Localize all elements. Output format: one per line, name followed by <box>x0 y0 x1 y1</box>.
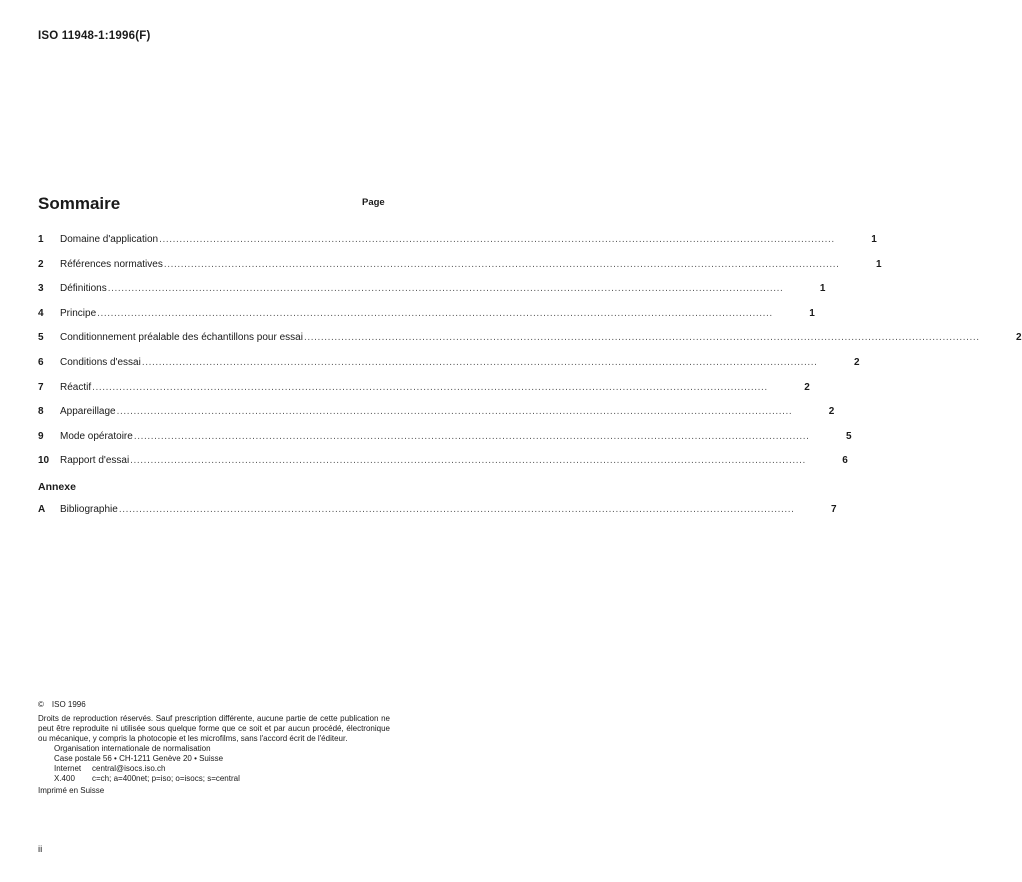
annex-heading: Annexe <box>38 481 76 493</box>
printed-in: Imprimé en Suisse <box>38 786 105 795</box>
toc-entry-number: 2 <box>38 258 44 270</box>
toc-entry-page: 1 <box>875 258 882 270</box>
toc-entry-title: Conditionnement préalable des échantillons pour essai <box>60 332 303 344</box>
copyright-line: ISO 1996 <box>51 700 86 709</box>
toc-entry-title: Rapport d'essai <box>60 455 130 467</box>
toc-leader-dots: ........................................................................................................................................................................................................ <box>141 357 818 368</box>
toc-entry-page: 1 <box>809 307 815 319</box>
toc-entry-number: 4 <box>38 307 44 319</box>
toc-leader-dots: ........................................................................................................................................................................................................ <box>92 381 768 393</box>
postal-address: Case postale 56 • CH-1211 Genève 20 • Suisse <box>54 754 224 763</box>
toc-entry-page: 2 <box>804 381 810 393</box>
publisher-address <box>54 744 390 784</box>
toc-entry-title: Principe <box>60 307 97 319</box>
toc-entry-page: 2 <box>828 406 835 418</box>
toc-entry-page: 6 <box>842 455 848 467</box>
toc-entry-title: Réactif <box>60 381 92 393</box>
toc-entry[interactable] <box>38 231 877 245</box>
toc-entry[interactable] <box>38 501 837 515</box>
x400-address: c=ch; a=400net; p=iso; o=isocs; s=central <box>92 774 240 783</box>
toc-entry[interactable] <box>38 256 882 270</box>
copyright-block <box>38 700 390 796</box>
internet-address: central@isocs.iso.ch <box>92 764 166 773</box>
x400-label: X.400 <box>54 774 75 783</box>
toc-entry[interactable] <box>38 403 835 418</box>
toc-entry[interactable] <box>38 329 1022 344</box>
toc-entry-number: A <box>38 504 46 515</box>
toc-leader-dots: ........................................................................................................................................................................................................ <box>133 430 810 442</box>
toc-entry-page: 1 <box>819 283 826 295</box>
copyright-notice: Droits de reproduction réservés. Sauf prescription différente, aucune partie de cette publication ne peut être reproduite ni utilisée sous quelque forme que ce soit et par aucun procédé, électronique ou mécanique, y compris la photocopie et les microfilms, sans l'accord écrit de l'éditeur. <box>38 714 390 743</box>
toc-entry-title: Appareillage <box>60 406 116 418</box>
toc-entry-page: 2 <box>853 357 860 368</box>
toc-entry[interactable] <box>38 452 848 467</box>
toc-entry-page: 1 <box>871 234 877 245</box>
toc-entry[interactable] <box>38 428 852 442</box>
toc-entry-title: Domaine d'application <box>60 234 159 245</box>
toc-entry-number: 3 <box>38 283 44 295</box>
toc-entry-title: Bibliographie <box>60 504 118 515</box>
toc-entry-number: 9 <box>38 430 44 442</box>
page-number: ii <box>38 844 43 855</box>
toc-entry-number: 8 <box>38 406 44 418</box>
toc-leader-dots: ........................................................................................................................................................................................................ <box>130 455 806 467</box>
toc-entry-number: 10 <box>38 455 50 467</box>
toc-entry[interactable] <box>38 354 860 368</box>
document-reference: ISO 11948-1:1996(F) <box>38 30 151 42</box>
x400-row <box>54 774 390 784</box>
toc-entry-page: 5 <box>845 430 852 442</box>
toc-entry[interactable] <box>38 305 815 319</box>
toc-entry-number: 7 <box>38 381 44 393</box>
toc-entry-page: 2 <box>1016 332 1022 344</box>
page-title: Sommaire <box>38 194 121 213</box>
page-column-label: Page <box>362 197 385 208</box>
internet-row <box>54 764 390 774</box>
toc-leader-dots: ........................................................................................................................................................................................................ <box>163 258 840 270</box>
toc-entry-title: Références normatives <box>60 258 163 270</box>
toc-entry-title: Mode opératoire <box>60 430 133 442</box>
toc-entry-number: 6 <box>38 357 44 368</box>
toc-leader-dots: ........................................................................................................................................................................................................ <box>107 283 784 295</box>
toc-entry-title: Conditions d'essai <box>60 357 141 368</box>
toc-leader-dots: ........................................................................................................................................................................................................ <box>159 234 835 245</box>
toc-leader-dots: ........................................................................................................................................................................................................ <box>97 307 773 319</box>
publisher-name: Organisation internationale de normalisation <box>54 744 211 753</box>
toc-leader-dots: ........................................................................................................................................................................................................ <box>118 504 795 515</box>
toc-entry-title: Définitions <box>60 283 107 295</box>
toc-entry[interactable] <box>38 379 810 393</box>
toc-leader-dots: ........................................................................................................................................................................................................ <box>303 332 980 344</box>
toc-leader-dots: ........................................................................................................................................................................................................ <box>116 406 793 418</box>
toc-entry-page: 7 <box>830 504 837 515</box>
toc-entry-number: 1 <box>38 234 44 245</box>
internet-label: Internet <box>54 764 82 773</box>
copyright-symbol: © <box>38 700 44 709</box>
toc-entry[interactable] <box>38 280 826 295</box>
toc-entry-number: 5 <box>38 332 44 344</box>
